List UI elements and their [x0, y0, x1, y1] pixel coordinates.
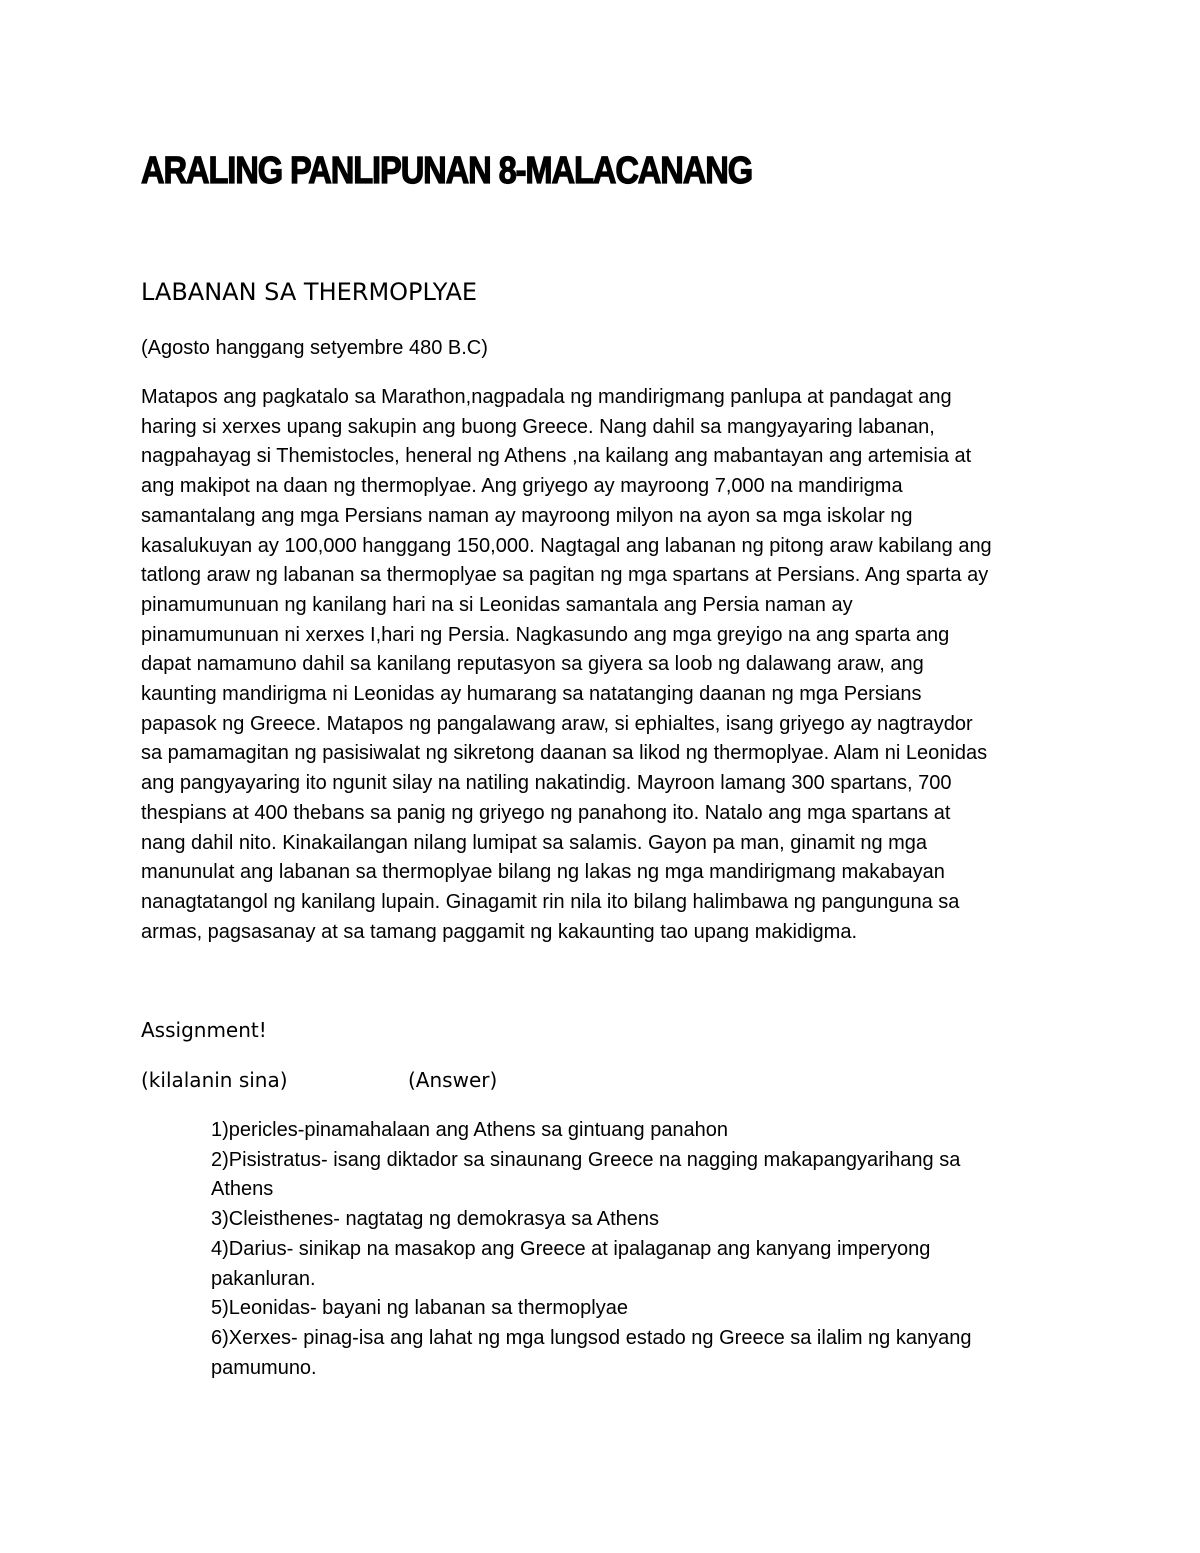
section-heading: LABANAN SA THERMOPLYAE: [141, 278, 478, 306]
answer-line: Athens: [211, 1178, 274, 1201]
answer-item: [211, 1294, 1071, 1324]
column-label-question: (kilalanin sina): [141, 1068, 288, 1092]
answer-list: [211, 1116, 1071, 1383]
answer-item: [211, 1205, 1071, 1235]
answer-line: 1)pericles-pinamahalaan ang Athens sa gintuang panahon: [211, 1119, 729, 1141]
paragraph-line: samantalang ang mga Persians naman ay mayroong milyon na ayon sa mga iskolar ng: [141, 504, 913, 527]
paragraph-line: sa pamamagitan ng pasisiwalat ng sikretong daanan sa likod ng thermoplyae. Alam ni Leonidas: [141, 742, 988, 765]
assignment-heading: Assignment!: [141, 1018, 267, 1042]
paragraph-line: haring si xerxes upang sakupin ang buong Greece. Nang dahil sa mangyayaring labanan,: [141, 415, 935, 438]
paragraph-line: kasalukuyan ay 100,000 hanggang 150,000. Nagtagal ang labanan ng pitong araw kabilang ang: [141, 534, 992, 557]
assignment-column-labels: [141, 1066, 498, 1094]
paragraph-line: tatlong araw ng labanan sa thermoplyae sa pagitan ng mga spartans at Persians. Ang sparta ay: [141, 564, 989, 587]
answer-line: 4)Darius- sinikap na masakop ang Greece at ipalaganap ang kanyang imperyong: [211, 1237, 931, 1260]
paragraph-line: pinamumunuan ni xerxes I,hari ng Persia. Nagkasundo ang mga greyigo na ang sparta ang: [141, 623, 950, 646]
paragraph-line: nagpahayag si Themistocles, heneral ng Athens ,na kailang ang mabantayan ang artemisia at: [141, 445, 972, 468]
document-title: ARALING PANLIPUNAN 8-MALACANANG: [141, 150, 753, 192]
paragraph-line: ang makipot na daan ng thermoplyae. Ang griyego ay mayroong 7,000 na mandirigma: [141, 475, 903, 498]
answer-item: [211, 1116, 1071, 1146]
date-range: (Agosto hanggang setyembre 480 B.C): [141, 337, 488, 359]
paragraph-line: armas, pagsasanay at sa tamang paggamit ng kakaunting tao upang makidigma.: [141, 920, 857, 943]
paragraph-line: kaunting mandirigma ni Leonidas ay humarang sa natatanging daanan ng mga Persians: [141, 683, 922, 706]
answer-line: 2)Pisistratus- isang diktador sa sinaunang Greece na nagging makapangyarihang sa: [211, 1148, 961, 1171]
answer-line: pakanluran.: [211, 1267, 316, 1290]
answer-line: 5)Leonidas- bayani ng labanan sa thermoplyae: [211, 1297, 628, 1320]
answer-line: 6)Xerxes- pinag-isa ang lahat ng mga lungsod estado ng Greece sa ilalim ng kanyang: [211, 1326, 972, 1349]
paragraph-line: papasok ng Greece. Matapos ng pangalawang araw, si ephialtes, isang griyego ay nagtraydor: [141, 712, 973, 735]
paragraph-line: manunulat ang labanan sa thermoplyae bilang ng lakas ng mga mandirigmang makabayan: [141, 861, 945, 884]
paragraph-line: dapat namamuno dahil sa kanilang reputasyon sa giyera sa loob ng dalawang araw, ang: [141, 653, 924, 676]
answer-item: [211, 1324, 1071, 1383]
paragraph-line: thespians at 400 thebans sa panig ng griyego ng panahong ito. Natalo ang mga spartans at: [141, 801, 951, 824]
answer-line: 3)Cleisthenes- nagtatag ng demokrasya sa Athens: [211, 1208, 660, 1231]
paragraph-line: Matapos ang pagkatalo sa Marathon,nagpadala ng mandirigmang panlupa at pandagat ang: [141, 386, 952, 408]
paragraph-line: nang dahil nito. Kinakailangan nilang lumipat sa salamis. Gayon pa man, ginamit ng mga: [141, 831, 928, 854]
body-paragraph: [141, 383, 1071, 947]
answer-line: pamumuno.: [211, 1356, 317, 1379]
paragraph-line: pinamumunuan ng kanilang hari na si Leonidas samantala ang Persia naman ay: [141, 593, 853, 616]
column-label-answer: (Answer): [408, 1068, 498, 1092]
paragraph-line: nanagtatangol ng kanilang lupain. Ginagamit rin nila ito bilang halimbawa ng pangunguna sa: [141, 890, 960, 913]
paragraph-line: ang pangyayaring ito ngunit silay na natiling nakatindig. Mayroon lamang 300 spartans, 700: [141, 772, 952, 795]
answer-item: [211, 1146, 1071, 1205]
answer-item: [211, 1235, 1071, 1294]
